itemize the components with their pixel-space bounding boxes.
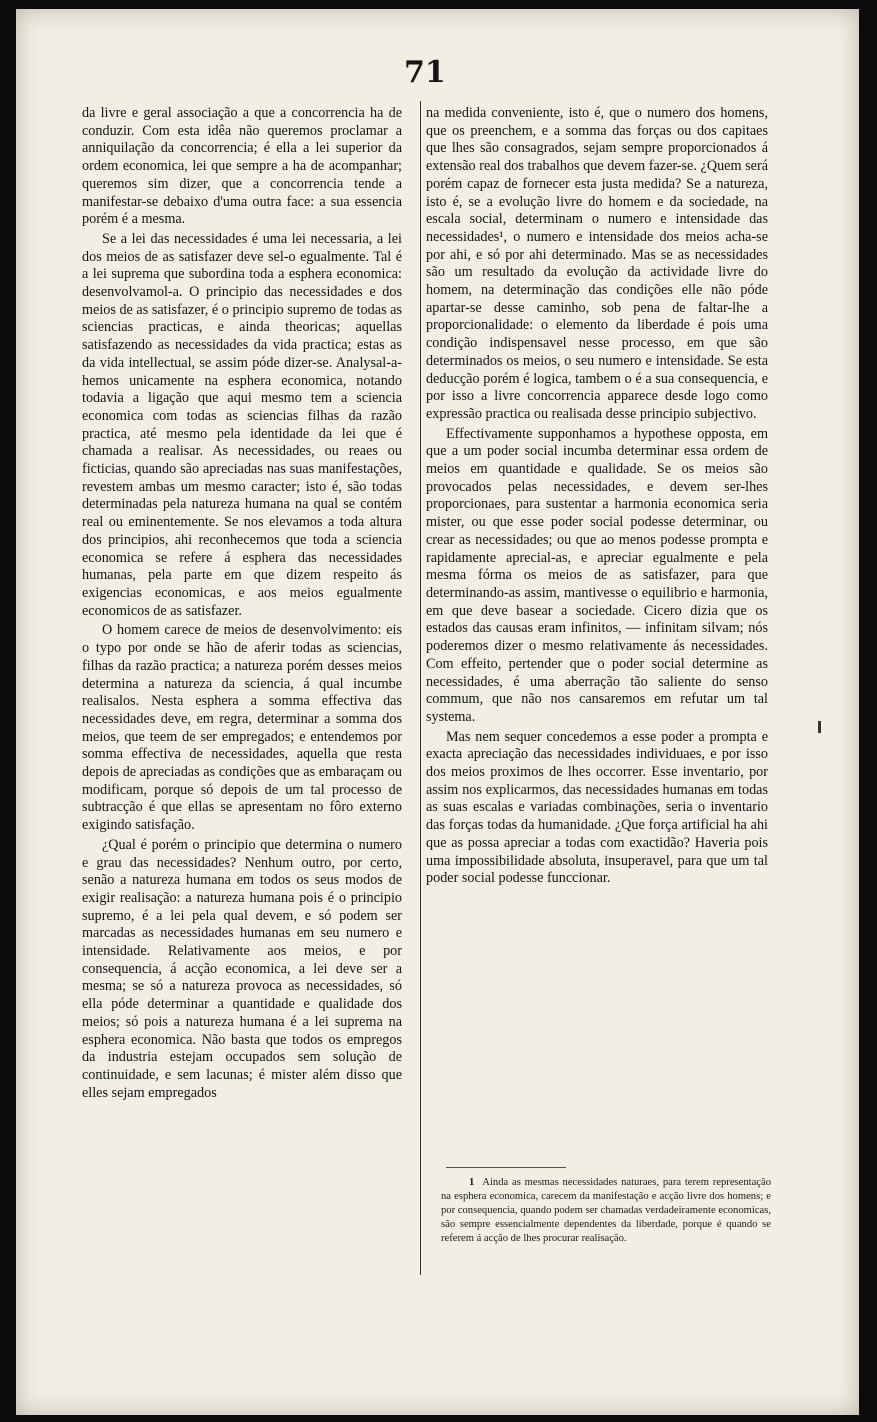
right-column	[426, 105, 768, 888]
right-paragraph-3: Mas nem sequer concedemos a esse poder a prompta e exacta apreciação das necessidades individuaes, e por isso dos meios proximos de lhes occorrer. Esse inventario, por assim nos explicarmos, das necessidades humanas em todas as suas escalas e variadas combinações, seria o inventario das forças todas da humanidade. ¿Que força artificial ha ahi que as possa apreciar a todas com exactidão? Haveria pois uma impossibilidade absoluta, insuperavel, para que um tal poder social podesse funccionar.	[426, 728, 768, 887]
left-paragraph-3: O homem carece de meios de desenvolvimento: eis o typo por onde se hão de aferir todas as sciencias, filhas da razão practica; a natureza porém desses meios determina a natureza da sciencia, á qual incumbe realisalos. Nesta esphera a somma effectiva das necessidades deve, em regra, determinar a somma dos meios, que teem de ser empregados; e entendemos por somma effectiva de necessidades, aquella que resta depois de apreciadas as condições que as embaraçam ou modificam, porque só depois de um tal processo de subtracção é que ellas se apresentam no fôro externo exigindo satisfação.	[82, 622, 402, 834]
footnote	[441, 1176, 771, 1246]
right-paragraph-2: Effectivamente supponhamos a hypothese opposta, em que a um poder social incumba determinar essa ordem de meios em quantidade e qualidade. Se os meios são provocados pelas necessidades, e devem ser-lhes proporcionaes, para sustentar a harmonia economica seria mister, ou que esse poder social podesse determinar, ou crear as necessidades; ou que ao menos podesse prompta e rapidamente aprecial-as, e apreciar egualmente e pela mesma fórma os meios de as satisfazer, para que determinando-as assim, mantivesse o equilibrio e harmonia, em que deve basear a sociedade. Cicero dizia que os estados das causas eram infinitos, — infinitam silvam; nós poderemos dizer o mesmo relativamente ás necessidades. Com effeito, pertender que o poder social determine as necessidades, é uma aberração tão saliente do senso commum, que não nos cansaremos em refutar um tal systema.	[426, 425, 768, 725]
footnote-divider	[446, 1167, 566, 1168]
left-paragraph-4: ¿Qual é porém o principio que determina o numero e grau das necessidades? Nenhum outro, por certo, senão a natureza humana em todos os seus modos de exigir realisação: a natureza humana pois é o principio supremo, é a lei pela qual devem, e só podem ser marcadas as necessidades humanas em seu numero e intensidade. Relativamente aos meios, e por consequencia, á acção economica, a lei deve ser a mesma; se só a natureza provoca as necessidades, só ella póde determinar a quantidade e qualidade dos meios; só pois a natureza humana é a lei suprema na esphera economica. Não basta que todos os empregos da industria estejam occupados sem solução de continuidade, e sem lacunas; é mister além disso que elles sejam empregados	[82, 836, 402, 1101]
footnote-text: Ainda as mesmas necessidades naturaes, para terem representação na esphera economica, carecem da manifestação e acção livre dos homens; e por consequencia, quando podem ser chamadas verdadeiramente economicas, são sempre essencialmente dependentes da liberdade, porque é quando se referem á acção de lhes procurar realisação.	[441, 1177, 771, 1244]
page-number: 71	[404, 55, 446, 90]
left-column	[82, 105, 402, 1102]
column-divider	[420, 101, 421, 1275]
left-paragraph-1: da livre e geral associação a que a concorrencia ha de conduzir. Com esta idêa não queremos proclamar a anniquilação da concorrencia; é ella a lei superior da ordem economica, lei que sempre a ha de acompanhar; queremos sim dizer, que a concorrencia tende a manifestar-se debaixo d'uma outra face: a sua essencia porém é a mesma.	[82, 105, 402, 228]
document-page	[16, 9, 859, 1415]
margin-mark	[818, 721, 821, 733]
footnote-marker: 1	[469, 1177, 475, 1188]
left-paragraph-2: Se a lei das necessidades é uma lei necessaria, a lei dos meios de as satisfazer deve sel-o egualmente. Tal é a lei suprema que subordina toda a esphera economica: desenvolvamol-a. O principio das necessidades e dos meios de as satisfazer, é o principio supremo de todas as sciencias practicas, e ainda theoricas; aquellas satisfazendo as necessidades da vida practica; estas as da vida intellectual, se assim póde dizer-se. Analysal-a-hemos unicamente na esphera economica, notando todavia a ligação que aqui mesmo tem a sciencia economica com todas as sciencias filhas da razão practica, até mesmo pela identidade da lei que é chamada a realisar. As necessidades, ou reaes ou ficticias, quando são apreciadas nas suas manifestações, revestem ambas um mesmo caracter; isto é, são todas determinadas pela natureza humana na qual se contém real ou eminentemente. Se nos elevamos a toda altura dos principios, ahi reconhecemos que toda a sciencia economica se refere á esphera das necessidades humanas, pela parte em que dizem respeito ás exigencias economicas, e aos meios egualmente economicos de as satisfazer.	[82, 230, 402, 619]
right-paragraph-1: na medida conveniente, isto é, que o numero dos homens, que os preenchem, e a somma das forças ou dos capitaes que lhes são consagrados, sejam sempre proporcionados á extensão real dos trabalhos que devem fazer-se. ¿Quem será porém capaz de fornecer esta justa medida? Se a natureza, isto é, se a evolução livre do homem e da sociedade, na escala social, determinam o numero e intensidade das necessidades¹, o numero e intensidade dos meios acha-se por ahi, e só por ahi determinado. Mas se as necessidades são um resultado da evolução da actividade livre do homem, na determinação das condições elle não póde apartar-se desse caminho, sob pena de faltar-lhe a proporcionalidade: o elemento da liberdade é pois uma condição indispensavel nesse processo, em que são determinados os meios, o seu numero e intensidade. Se esta deducção porém é logica, tambem o é a sua consequencia, e por isso a livre concorrencia apparece desde logo como expressão practica ou realisada desse principio subjectivo.	[426, 105, 768, 422]
